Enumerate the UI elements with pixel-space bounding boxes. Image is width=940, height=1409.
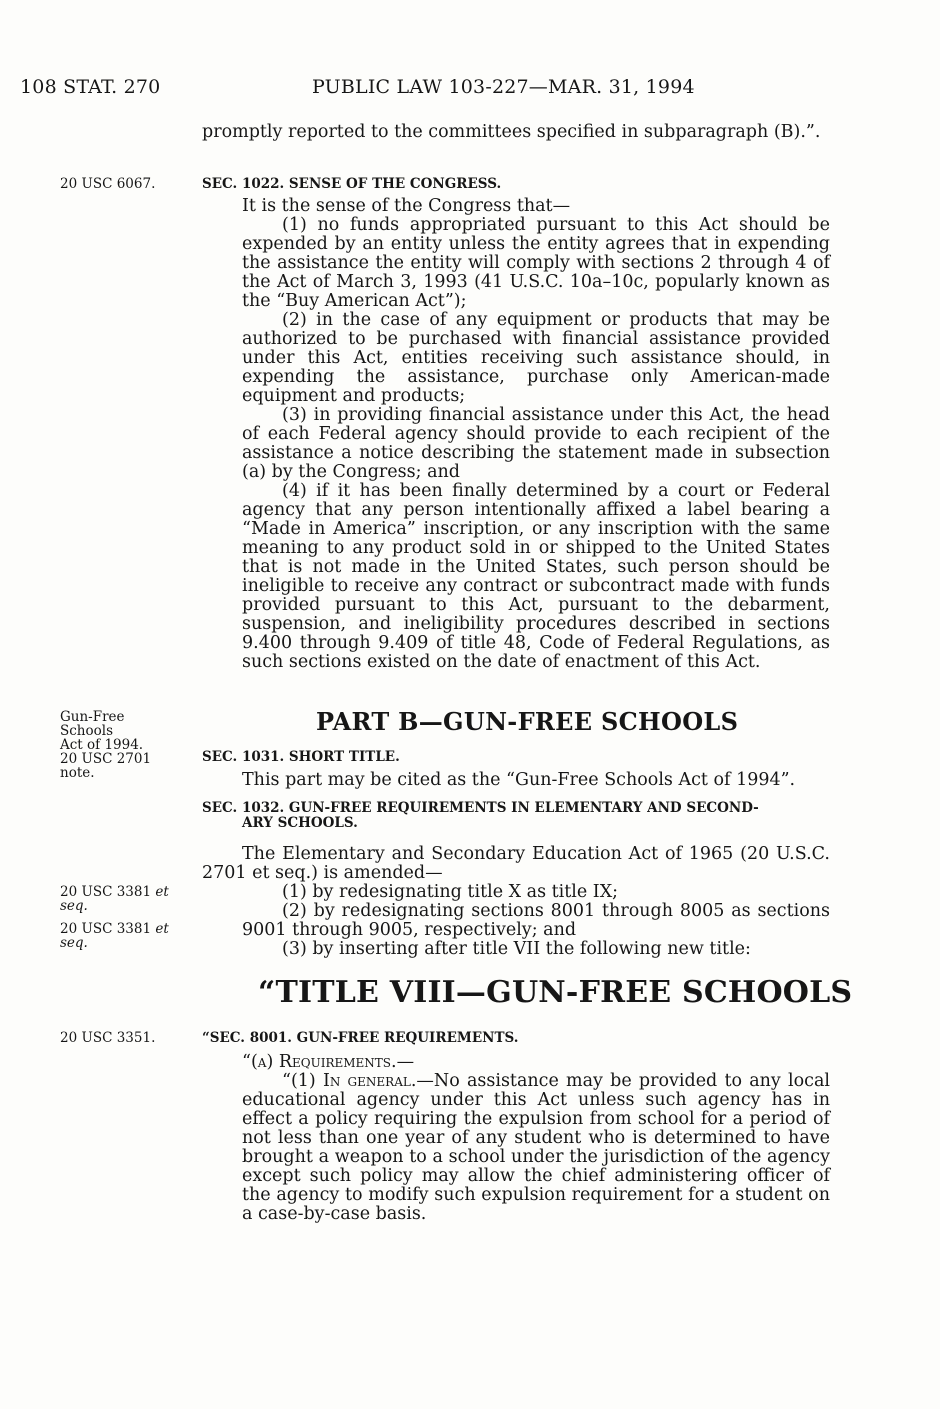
margin-note-line: 20 USC 2701 bbox=[60, 751, 152, 767]
margin-note-3381-b bbox=[60, 922, 190, 950]
part-b-heading: PART B—GUN-FREE SCHOOLS bbox=[316, 707, 739, 736]
section-1031-body bbox=[202, 771, 830, 790]
section-1032-body bbox=[202, 845, 830, 959]
margin-note-line: Schools bbox=[60, 723, 114, 739]
margin-note-citation: 20 USC 3381 bbox=[60, 921, 156, 937]
sec1032-intro: The Elementary and Secondary Education Act of 1965 (20 U.S.C. 2701 et seq.) is amended— bbox=[202, 844, 830, 883]
margin-note-3381-a bbox=[60, 885, 190, 913]
section-heading-8001: “SEC. 8001. GUN-FREE REQUIREMENTS. bbox=[202, 1030, 519, 1046]
title-viii-heading: “TITLE VIII—GUN-FREE SCHOOLS bbox=[258, 975, 853, 1010]
section-heading-1032-line1: SEC. 1032. GUN-FREE REQUIREMENTS IN ELEMENTARY AND SECOND- bbox=[202, 800, 759, 816]
sec1022-item-1: (1) no funds appropriated pursuant to this Act should be expended by an entity unless the entity agrees that in expending the assistance the entity will comply with sections 2 through 4 of the Act of March 3, 1993 (41 U.S.C. 10a–10c, popularly known as the “Buy American Act”); bbox=[242, 215, 830, 311]
sec1032-item-2: (2) by redesignating sections 8001 through 8005 as sections 9001 through 9005, respectively; and bbox=[242, 901, 830, 940]
margin-note-citation: 20 USC 3381 bbox=[60, 884, 156, 900]
continuation-text: promptly reported to the committees specified in subparagraph (B).”. bbox=[202, 122, 821, 142]
paragraph-1-text: —No assistance may be provided to any local educational agency under this Act unless such agency has in effect a policy requiring the expulsion from school for a period of not less than one year of any student who is determined to have brought a weapon to a school under the jurisdiction of the agency except such policy may allow the chief administering officer of the agency to modify such expulsion requirement for a student on a case-by-case basis. bbox=[242, 1071, 830, 1224]
paragraph-1-label: “(1) In general. bbox=[282, 1071, 417, 1091]
sec1022-item-4: (4) if it has been finally determined by a court or Federal agency that any person intentionally affixed a label bearing a “Made in America” inscription, or any inscription with the same meaning to any product sold in or shipped to the United States that is not made in the United States, such person should be ineligible to receive any contract or subcontract made with funds provided pursuant to this Act, pursuant to the debarment, suspension, and ineligibility procedures described in sections 9.400 through 9.409 of title 48, Code of Federal Regulations, as such sections existed on the date of enactment of this Act. bbox=[242, 481, 830, 672]
margin-note-sec1022: 20 USC 6067. bbox=[60, 176, 156, 192]
margin-note-line: Act of 1994. bbox=[60, 737, 144, 753]
sec1022-item-2: (2) in the case of any equipment or products that may be authorized to be purchased with financial assistance provided under this Act, entities receiving such assistance should, in expending the assistance, purchase only American-made equipment and products; bbox=[242, 310, 830, 406]
sec1032-item-1: (1) by redesignating title X as title IX; bbox=[282, 882, 619, 902]
sec1022-intro: It is the sense of the Congress that— bbox=[242, 196, 571, 216]
sec1031-text: This part may be cited as the “Gun-Free Schools Act of 1994”. bbox=[242, 770, 796, 790]
section-heading-1032 bbox=[202, 801, 832, 831]
page-reference: 108 STAT. 270 bbox=[20, 76, 161, 98]
subsection-a-heading bbox=[202, 1053, 830, 1072]
margin-note-citation-italic: et seq. bbox=[60, 921, 169, 951]
section-heading-1032-line2: ARY SCHOOLS. bbox=[242, 815, 358, 831]
margin-note-line: Gun-Free bbox=[60, 709, 125, 725]
margin-note-sec8001: 20 USC 3351. bbox=[60, 1030, 156, 1046]
continuation-paragraph bbox=[202, 123, 830, 142]
sec1032-item-3: (3) by inserting after title VII the following new title: bbox=[282, 939, 751, 959]
margin-note-part-b bbox=[60, 710, 190, 780]
running-header: PUBLIC LAW 103-227—MAR. 31, 1994 bbox=[312, 76, 695, 98]
margin-note-line: note. bbox=[60, 765, 95, 781]
section-heading-1022: SEC. 1022. SENSE OF THE CONGRESS. bbox=[202, 176, 502, 192]
subsection-a-label: “(a) Requirements.— bbox=[242, 1052, 415, 1072]
section-1022-body bbox=[202, 197, 830, 672]
sec1022-item-3: (3) in providing financial assistance under this Act, the head of each Federal agency should provide to each recipient of the assistance a notice describing the statement made in subsection (a) by the Congress; and bbox=[242, 405, 830, 482]
margin-note-citation-italic: et seq. bbox=[60, 884, 169, 914]
paragraph-1 bbox=[202, 1072, 830, 1224]
section-heading-1031: SEC. 1031. SHORT TITLE. bbox=[202, 749, 400, 765]
section-8001-body bbox=[202, 1053, 830, 1224]
